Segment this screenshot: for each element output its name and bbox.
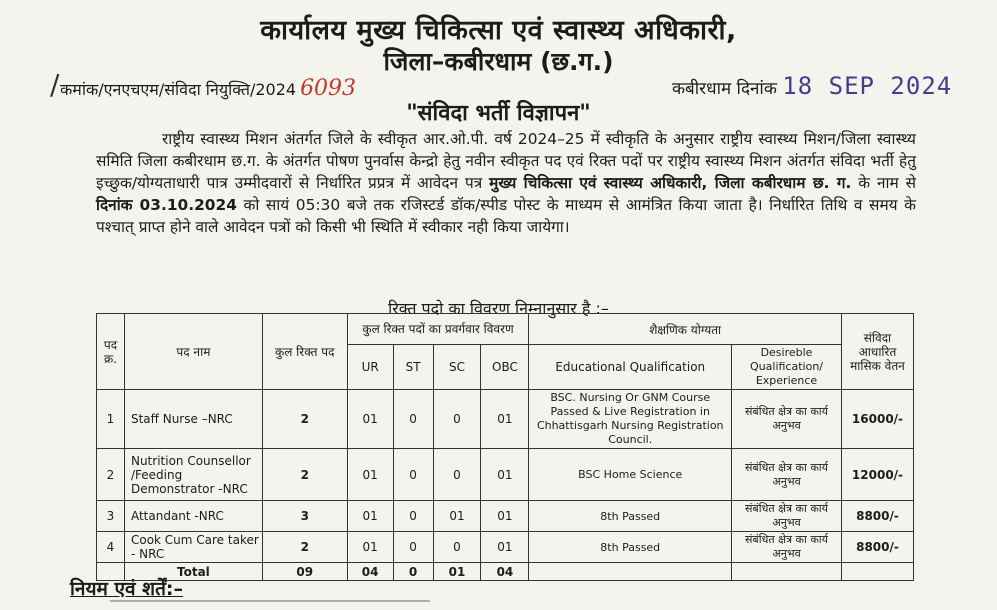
total-obc: 04 bbox=[481, 563, 529, 581]
date-line bbox=[672, 72, 952, 100]
row-exp: संबंधित क्षेत्र का कार्य अनुभव bbox=[732, 501, 842, 532]
para-text-2: के नाम से bbox=[851, 174, 916, 192]
row-post: Staff Nurse –NRC bbox=[124, 390, 262, 449]
row-salary: 8800/- bbox=[841, 501, 913, 532]
header-sno: पद क्र. bbox=[97, 314, 125, 390]
header-category-group: कुल रिक्त पदों का प्रवर्गवार विवरण bbox=[347, 314, 529, 345]
header-educational: Educational Qualification bbox=[529, 345, 732, 390]
row-ur: 01 bbox=[347, 390, 393, 449]
margin-mark: / bbox=[50, 68, 60, 101]
row-sc: 0 bbox=[433, 390, 481, 449]
total-salary-blank bbox=[841, 563, 913, 581]
total-sc: 01 bbox=[433, 563, 481, 581]
table-row bbox=[97, 532, 914, 563]
advertisement-title: "संविदा भर्ती विज्ञापन" bbox=[406, 101, 591, 126]
row-sno: 2 bbox=[97, 449, 125, 501]
row-edu: 8th Passed bbox=[529, 532, 732, 563]
table-row bbox=[97, 390, 914, 449]
row-obc: 01 bbox=[481, 532, 529, 563]
row-ur: 01 bbox=[347, 501, 393, 532]
office-heading: कार्यालय मुख्य चिकित्सा एवं स्वास्थ्य अधिकारी, bbox=[260, 15, 737, 46]
row-ur: 01 bbox=[347, 532, 393, 563]
para-text-1: राष्ट्रीय स्वास्थ्य मिशन अंतर्गत जिले के स्वीकृत आर.ओ.पी. वर्ष 2024–25 में स्वीकृति के अनुसार राष्ट्रीय स्वास्थ्य मिशन/जिला स्वास्थ्य समिति जिला कबीरधाम छ.ग. के अंतर्गत पोषण पुनर्वास केन्द्रो हेतु नवीन स्वीकृत पद एवं रिक्त पदों पर राष्ट्रीय स्वास्थ्य मिशन अंतर्गत संविदा भर्ती हेतु इच्छुक/योग्यताधारी पात्र उम्मीदवारों से निर्धारित प्रप्रत्र में आवेदन पत्र bbox=[96, 130, 916, 192]
notice-paragraph bbox=[96, 128, 916, 238]
header-obc: OBC bbox=[481, 345, 529, 390]
row-st: 0 bbox=[393, 532, 433, 563]
row-st: 0 bbox=[393, 501, 433, 532]
total-st: 0 bbox=[393, 563, 433, 581]
header-desirable: Desireble Qualification/ Experience bbox=[732, 345, 842, 390]
row-sc: 0 bbox=[433, 449, 481, 501]
date-stamp: 18 SEP 2024 bbox=[782, 72, 953, 100]
total-label: Total bbox=[124, 563, 262, 581]
total-exp-blank bbox=[732, 563, 842, 581]
row-salary: 8800/- bbox=[841, 532, 913, 563]
place-date-label: कबीरधाम दिनांक bbox=[672, 79, 777, 99]
header-ur: UR bbox=[347, 345, 393, 390]
para-text-3: को सायं 05:30 बजे तक रजिस्टर्ड डॉक/स्पीड पोस्ट के माध्यम से आमंत्रित किया जाता है। निर्धारित तिथि व समय के पश्चात् प्राप्त होने वाले आवेदन पत्रों को किसी भी स्थिति में स्वीकार नही किया जायेगा। bbox=[96, 196, 916, 236]
district-heading: जिला–कबीरधाम (छ.ग.) bbox=[383, 47, 614, 76]
row-sc: 0 bbox=[433, 532, 481, 563]
row-post: Attandant -NRC bbox=[124, 501, 262, 532]
row-exp: संबंधित क्षेत्र का कार्य अनुभव bbox=[732, 390, 842, 449]
reference-number: 6093 bbox=[300, 76, 357, 101]
row-total: 2 bbox=[262, 532, 347, 563]
total-vacancy: 09 bbox=[262, 563, 347, 581]
row-salary: 12000/- bbox=[841, 449, 913, 501]
rules-heading: नियम एवं शर्तें:– bbox=[70, 578, 183, 600]
row-total: 2 bbox=[262, 390, 347, 449]
total-ur: 04 bbox=[347, 563, 393, 581]
total-row bbox=[97, 563, 914, 581]
total-edu-blank bbox=[529, 563, 732, 581]
row-total: 2 bbox=[262, 449, 347, 501]
row-obc: 01 bbox=[481, 501, 529, 532]
row-edu: BSC Home Science bbox=[529, 449, 732, 501]
row-sc: 01 bbox=[433, 501, 481, 532]
header-salary: संविदा आधारित मासिक वेतन bbox=[841, 314, 913, 390]
row-exp: संबंधित क्षेत्र का कार्य अनुभव bbox=[732, 532, 842, 563]
header-post: पद नाम bbox=[124, 314, 262, 390]
header-sc: SC bbox=[433, 345, 481, 390]
row-st: 0 bbox=[393, 390, 433, 449]
header-qualification-group: शैक्षणिक योग्यता bbox=[529, 314, 842, 345]
para-bold-2: दिनांक 03.10.2024 bbox=[96, 196, 237, 214]
row-obc: 01 bbox=[481, 449, 529, 501]
row-st: 0 bbox=[393, 449, 433, 501]
row-sno: 1 bbox=[97, 390, 125, 449]
row-total: 3 bbox=[262, 501, 347, 532]
vacancy-table bbox=[96, 313, 914, 581]
row-salary: 16000/- bbox=[841, 390, 913, 449]
row-sno: 4 bbox=[97, 532, 125, 563]
table-row bbox=[97, 449, 914, 501]
row-post: Nutrition Counsellor /Feeding Demonstrator -NRC bbox=[124, 449, 262, 501]
para-bold-1: मुख्य चिकित्सा एवं स्वास्थ्य अधिकारी, जिला कबीरधाम छ. ग. bbox=[489, 174, 852, 192]
row-obc: 01 bbox=[481, 390, 529, 449]
table-caption: रिक्त पदो का विवरण निम्नानुसार है :– bbox=[388, 299, 609, 318]
table-row bbox=[97, 501, 914, 532]
row-exp: संबंधित क्षेत्र का कार्य अनुभव bbox=[732, 449, 842, 501]
row-ur: 01 bbox=[347, 449, 393, 501]
row-edu: 8th Passed bbox=[529, 501, 732, 532]
row-edu: BSC. Nursing Or GNM Course Passed & Live Registration in Chhattisgarh Nursing Registration Council. bbox=[529, 390, 732, 449]
row-post: Cook Cum Care taker - NRC bbox=[124, 532, 262, 563]
row-sno: 3 bbox=[97, 501, 125, 532]
header-total-vacancy: कुल रिक्त पद bbox=[262, 314, 347, 390]
reference-label: कमांक/एनएचएम/संविदा नियुक्ति/2024 bbox=[60, 80, 297, 99]
cut-off-text-line bbox=[110, 600, 430, 606]
header-st: ST bbox=[393, 345, 433, 390]
